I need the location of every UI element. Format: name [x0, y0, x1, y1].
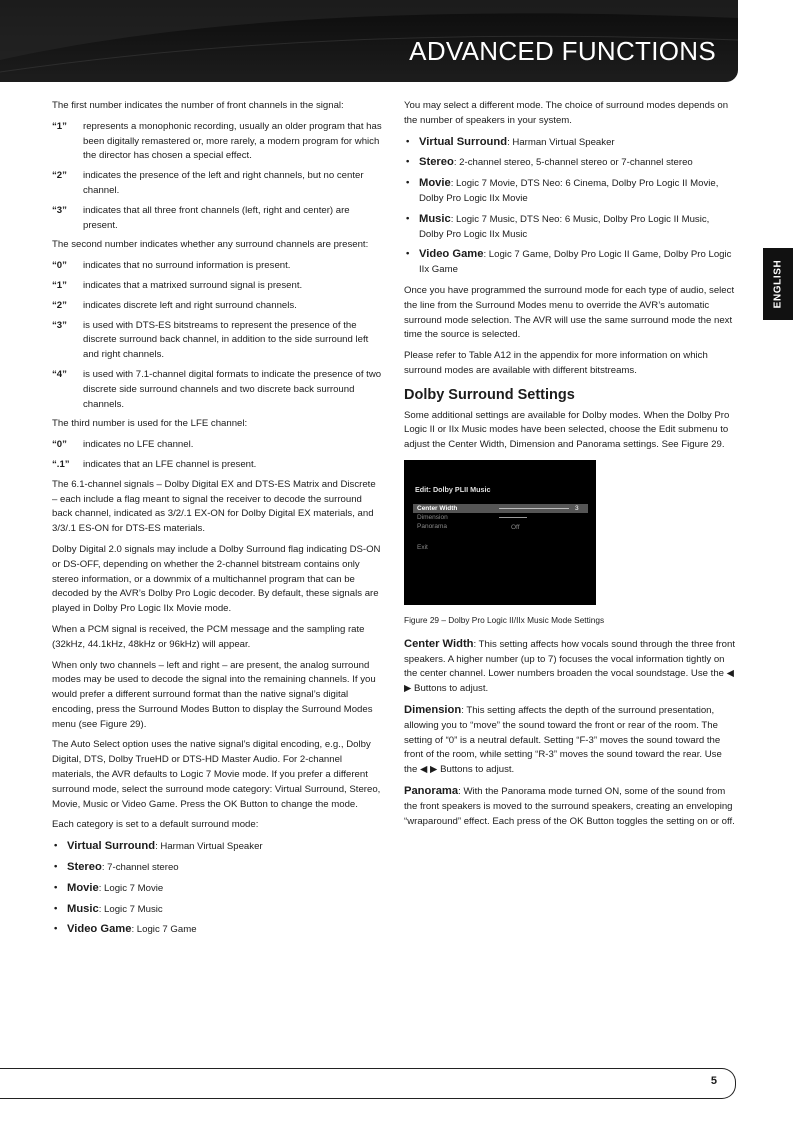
definition-text: indicates that an LFE channel is present. — [83, 458, 257, 470]
language-tab — [763, 248, 793, 320]
list-text: : Harman Virtual Speaker — [155, 841, 263, 853]
figure-caption: Figure 29 – Dolby Pro Logic II/IIx Music Mode Settings — [404, 614, 605, 625]
definition-key: “1” — [52, 279, 67, 291]
paragraph-term: Dimension — [404, 703, 462, 716]
paragraph: When only two channels – left and right – are present, the analog surround modes may be used to decode the signal into the remaining channels. If you would prefer a different surround format than the native signal’s digital encoding, press the Surround Modes Button to display the Surround Modes menu (see Figure 29). — [52, 659, 376, 730]
list-text: : 2-channel stereo, 5-channel stereo or 7-channel stereo — [453, 157, 693, 169]
section-title: ADVANCED FUNCTIONS — [409, 36, 716, 66]
list-text: : Logic 7 Movie — [98, 882, 164, 894]
list-text: : Logic 7 Game — [131, 924, 197, 936]
list-item: • Music: Logic 7 Music, DTS Neo: 6 Music, Dolby Pro Logic II Music, Dolby Pro Logic IIx Music — [406, 212, 710, 240]
definition-item — [52, 279, 382, 294]
list-term: Music — [419, 212, 451, 225]
definition-item — [52, 204, 382, 234]
default-modes-list — [52, 839, 382, 938]
list-text: : Logic 7 Movie, DTS Neo: 6 Cinema, Dolby Pro Logic II Movie, Dolby Pro Logic IIx Movie — [419, 178, 719, 204]
list-item: • Stereo: 2-channel stereo, 5-channel stereo or 7-channel stereo — [406, 156, 693, 169]
definition-text: is used with DTS-ES bitstreams to represent the presence of the discrete surround back channel, in addition to the side surround left and right channels. — [83, 319, 369, 361]
right-column — [404, 99, 736, 835]
paragraph: You may select a different mode. The choice of surround modes depends on the number of speakers in your system. — [404, 100, 729, 126]
paragraph-text: : This setting affects how vocals sound through the three front speakers. A higher number (up to 7) focuses the vocal information tightly on the center channel. Lower numbers broaden the vocal soundstage. Use the ◀ ▶ Buttons to adjust. — [404, 638, 736, 695]
definition-text: indicates that a matrixed surround signal is present. — [83, 279, 303, 291]
definition-key: “3” — [52, 204, 67, 216]
list-term: Virtual Surround — [419, 135, 508, 148]
list-text: : Logic 7 Game, Dolby Pro Logic II Game, Dolby Pro Logic IIx Game — [419, 249, 732, 276]
center-width-paragraph — [404, 637, 736, 697]
left-column — [52, 99, 382, 944]
paragraph: Each category is set to a default surround mode: — [52, 819, 259, 831]
definition-item — [52, 458, 382, 473]
paragraph-term: Panorama — [404, 784, 459, 797]
list-item: • Video Game: Logic 7 Game — [54, 923, 197, 936]
list-text: : 7-channel stereo — [101, 862, 179, 874]
definition-key: “1” — [52, 120, 67, 132]
definition-text: indicates the presence of the left and right channels, but no center channel. — [83, 170, 364, 196]
list-text: : Harman Virtual Speaker — [507, 136, 615, 148]
panorama-paragraph — [404, 784, 736, 829]
osd-menu-title: Edit: Dolby PLII Music — [415, 484, 491, 494]
osd-center-width-item: Center Width — [417, 504, 458, 512]
paragraph: The 6.1-channel signals – Dolby Digital EX and DTS-ES Matrix and Discrete – each include a flag meant to signal the receiver to decode the surround back channel, indicated as 3/2/.1 EX-ON for Dolby Digital EX materials, and 3/3/.1 ES-ON for DTS-ES materials. — [52, 478, 376, 535]
list-item: • Movie: Logic 7 Movie — [54, 881, 164, 894]
list-term: Movie — [419, 177, 451, 190]
list-text: : Logic 7 Music — [98, 903, 163, 915]
paragraph: Please refer to Table A12 in the appendix for more information on which surround modes are available with different bitstreams. — [404, 350, 708, 376]
definition-key: “2” — [52, 299, 67, 311]
section-heading: Dolby Surround Settings — [404, 386, 575, 403]
page-number: 5 — [710, 1075, 717, 1087]
list-item: • Stereo: 7-channel stereo — [54, 861, 179, 874]
paragraph: When a PCM signal is received, the PCM message and the sampling rate (32kHz, 44.1kHz, 48kHz or 96kHz) will appear. — [52, 623, 365, 650]
paragraph: The Auto Select option uses the native signal’s digital encoding, e.g., Dolby Digital, DTS, Dolby TrueHD or DTS-HD Master Audio. For 2-channel materials, the AVR defaults to Logic 7 Movie mode. If you prefer a different surround mode, select the surround mode category: Virtual Surround, Stereo, Movie, Music or Video Game. Press the OK Button to change the mode. — [52, 739, 381, 810]
paragraph: Dolby Digital 2.0 signals may include a Dolby Surround flag indicating DS-ON or DS-OFF, depending on whether the 2-channel bitstream contains only stereo information, or a downmix of a multichannel program that can be decoded by the AVR’s Dolby Pro Logic decoder. By default, these signals are played in Dolby Pro Logic IIx Movie mode. — [52, 543, 381, 615]
page-footer — [0, 1068, 736, 1099]
list-item: • Video Game: Logic 7 Game, Dolby Pro Logic II Game, Dolby Pro Logic IIx Game — [406, 248, 732, 276]
osd-exit-item: Exit — [417, 543, 428, 551]
definition-item — [52, 120, 382, 164]
definition-item — [52, 169, 382, 199]
osd-center-width-slider — [499, 508, 569, 509]
page-header — [0, 0, 738, 82]
definition-key: “.1” — [52, 458, 70, 470]
definition-text: indicates discrete left and right surround channels. — [83, 299, 297, 311]
definition-key: “0” — [52, 260, 67, 272]
definition-text: indicates no LFE channel. — [83, 439, 194, 451]
list-text: : Logic 7 Music, DTS Neo: 6 Music, Dolby Pro Logic II Music, Dolby Pro Logic IIx Music — [419, 213, 710, 240]
list-item: • Music: Logic 7 Music — [54, 902, 163, 915]
definition-item — [52, 438, 382, 453]
list-item: • Movie: Logic 7 Movie, DTS Neo: 6 Cinema, Dolby Pro Logic II Movie, Dolby Pro Logic IIx Movie — [406, 177, 719, 204]
definition-key: “4” — [52, 368, 67, 380]
paragraph-text: : This setting affects the depth of the surround presentation, allowing you to “move” the sound toward the front or rear of the room. The setting of “0” is a neutral default. Setting “F-3” moves the sound toward the front of the room, while setting “R-3” moves the sound toward the rear. Use the ◀ ▶ Buttons to adjust. — [404, 704, 722, 776]
dimension-paragraph — [404, 703, 736, 778]
definition-text: indicates that all three front channels (left, right and center) are present. — [83, 204, 350, 231]
osd-dimension-item: Dimension — [417, 513, 448, 521]
paragraph: The third number is used for the LFE channel: — [52, 418, 248, 430]
definition-item — [52, 259, 382, 274]
definition-item — [52, 319, 382, 363]
osd-panorama-item: Panorama — [417, 522, 447, 530]
definition-item — [52, 368, 382, 412]
definition-key: “0” — [52, 439, 67, 451]
definition-text: represents a monophonic recording, usually an older program that has been digitally remastered or, more rarely, a modern program for which the director has chosen a special effect. — [83, 120, 382, 162]
osd-panorama-value: Off — [511, 523, 520, 531]
language-label: ENGLISH — [772, 259, 784, 309]
list-term: Stereo — [67, 861, 102, 874]
osd-center-width-value: 3 — [575, 504, 579, 512]
paragraph-term: Center Width — [404, 637, 474, 650]
osd-menu-screenshot — [404, 460, 596, 605]
list-item: • Virtual Surround: Harman Virtual Speaker — [406, 135, 615, 148]
list-term: Video Game — [67, 923, 132, 936]
surround-modes-list — [404, 135, 736, 278]
paragraph: The first number indicates the number of front channels in the signal: — [52, 100, 344, 111]
list-term: Movie — [67, 881, 99, 894]
definition-key: “3” — [52, 319, 67, 331]
paragraph: Once you have programmed the surround mode for each type of audio, select the line from the Surround Modes menu to override the AVR’s automatic surround mode selection. The AVR will use the same surround mode the next time the source is selected. — [404, 284, 735, 341]
paragraph-text: : With the Panorama mode turned ON, some of the sound from the front speakers is moved to the surround speakers, creating an enveloping “wraparound” effect. Each press of the OK Button toggles the setting on or off. — [404, 785, 735, 827]
osd-dimension-slider — [499, 517, 527, 518]
list-term: Stereo — [419, 156, 454, 169]
paragraph: Some additional settings are available for Dolby modes. When the Dolby Pro Logic II or IIx Music modes have been selected, choose the Edit submenu to adjust the Center Width, Dimension and Panorama settings. See Figure 29. — [404, 409, 730, 451]
definition-text: indicates that no surround information is present. — [83, 260, 291, 272]
list-term: Music — [67, 902, 99, 915]
definition-key: “2” — [52, 170, 67, 182]
list-term: Video Game — [419, 248, 484, 261]
definition-item — [52, 299, 382, 314]
definition-text: is used with 7.1-channel digital formats to indicate the presence of two discrete side surround channels and two discrete back surround channels. — [83, 368, 382, 410]
list-term: Virtual Surround — [67, 840, 156, 853]
list-item: • Virtual Surround: Harman Virtual Speaker — [54, 840, 263, 853]
paragraph: The second number indicates whether any surround channels are present: — [52, 239, 369, 251]
